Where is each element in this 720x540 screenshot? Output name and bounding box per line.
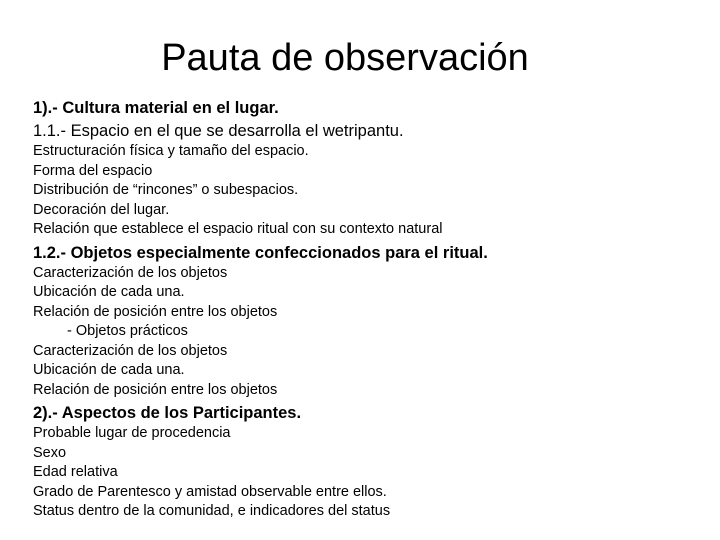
list-item: Estructuración física y tamaño del espacio. <box>33 143 309 159</box>
section-1-2-list <box>33 264 693 401</box>
list-item: Distribución de “rincones” o subespacios. <box>33 182 299 198</box>
section-1-heading: 1).- Cultura material en el lugar. <box>33 99 279 117</box>
list-item: Decoración del lugar. <box>33 201 170 218</box>
section-1-1-heading: 1.1.- Espacio en el que se desarrolla el wetripantu. <box>33 122 404 140</box>
section-1-2-heading: 1.2.- Objetos especialmente confeccionados para el ritual. <box>33 243 488 262</box>
list-item: Grado de Parentesco y amistad observable entre ellos. <box>33 483 387 500</box>
list-subheading: - Objetos prácticos <box>67 323 188 339</box>
section-2-list <box>33 424 693 522</box>
list-item: Ubicación de cada una. <box>33 362 185 378</box>
observation-outline <box>33 97 693 522</box>
list-item: Sexo <box>33 444 67 461</box>
list-item: Relación que establece el espacio ritual con su contexto natural <box>33 221 443 237</box>
section-2-heading: 2).- Aspectos de los Participantes. <box>33 404 302 422</box>
page-title: Pauta de observación <box>161 37 529 79</box>
list-item: Status dentro de la comunidad, e indicadores del status <box>33 503 391 519</box>
list-item: Caracterización de los objetos <box>33 342 228 359</box>
list-item: Probable lugar de procedencia <box>33 425 231 441</box>
list-item: Relación de posición entre los objetos <box>33 381 278 398</box>
section-1-1-list <box>33 142 693 240</box>
list-item: Edad relativa <box>33 464 118 480</box>
list-item: Caracterización de los objetos <box>33 264 228 281</box>
list-item: Relación de posición entre los objetos <box>33 303 278 320</box>
list-item: Ubicación de cada una. <box>33 284 185 300</box>
list-item: Forma del espacio <box>33 162 153 179</box>
